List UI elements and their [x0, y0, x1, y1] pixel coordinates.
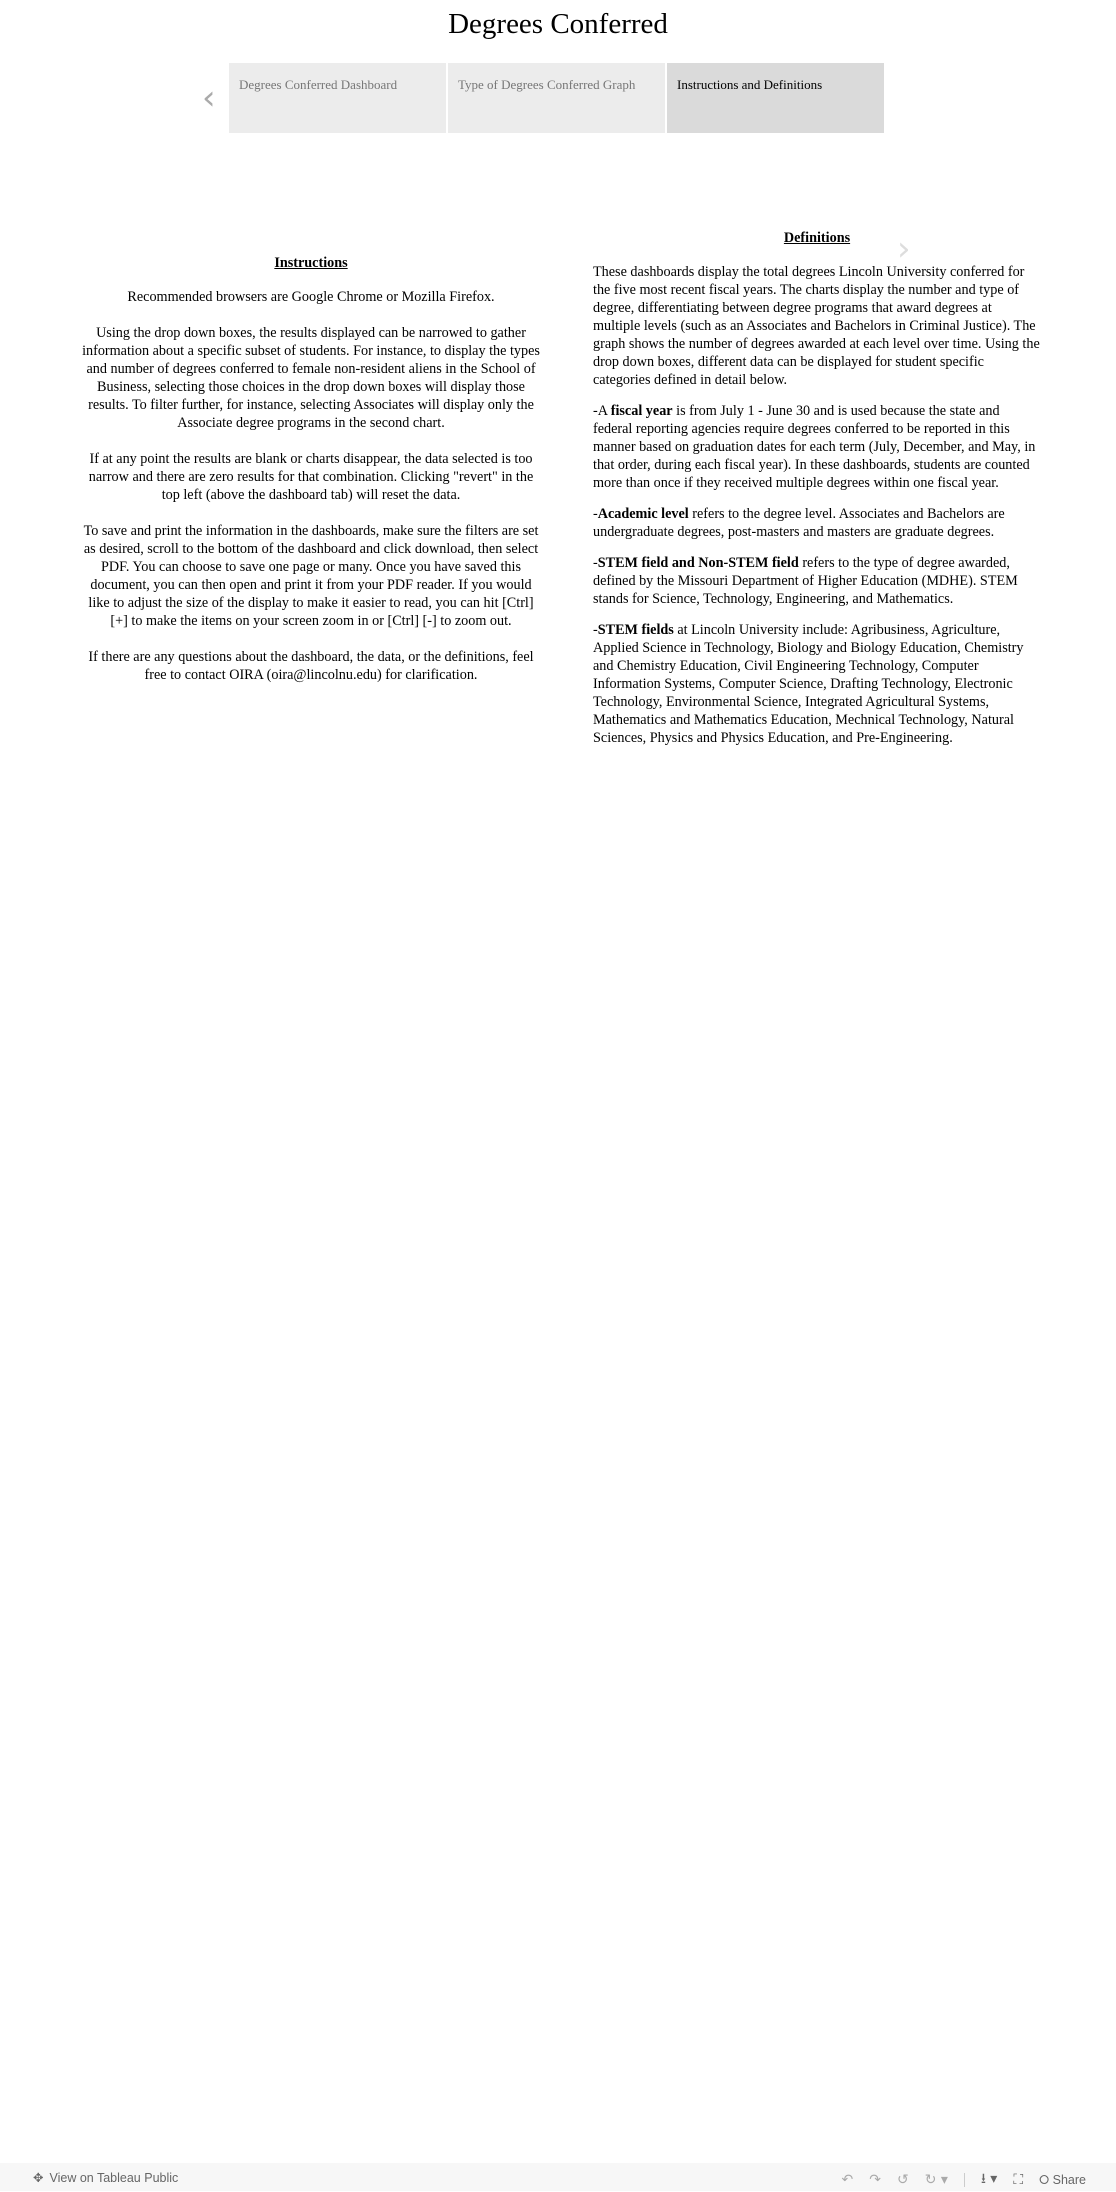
refresh-icon[interactable]: ↻ ▾	[924, 2172, 948, 2188]
prefix: -	[593, 506, 598, 522]
tab-type-of-degrees-graph[interactable]: Type of Degrees Conferred Graph	[448, 63, 665, 133]
tableau-logo-icon: ✥	[33, 2170, 44, 2185]
view-on-tableau-public-link[interactable]	[33, 2170, 178, 2185]
instructions-paragraph: If at any point the results are blank or charts disappear, the data selected is too narrow and there are zero results for that combination. Clicking "revert" in the top left (above the dashboard tab) will reset the data.	[88, 451, 534, 503]
instructions-paragraph: If there are any questions about the dashboard, the data, or the definitions, feel free to contact OIRA (oira@lincolnu.edu) for clarification.	[88, 649, 534, 683]
term: Academic level	[597, 506, 689, 522]
instructions-paragraph: To save and print the information in the dashboards, make sure the filters are set as desired, scroll to the bottom of the dashboard and click download, then select PDF. You can choose to save one page or many. Once you have saved this document, you can then open and print it from your PDF reader. If you would like to adjust the size of the display to make it easier to read, you can hit [Ctrl] [+] to make the items on your screen zoom in or [Ctrl] [-] to zoom out.	[83, 523, 539, 629]
prefix: -A	[593, 403, 611, 419]
definition-stem-fields	[593, 621, 1041, 747]
instructions-section	[78, 254, 544, 702]
definitions-heading: Definitions	[783, 230, 851, 246]
definitions-section	[593, 229, 1041, 760]
share-button[interactable]	[1039, 2173, 1086, 2188]
view-on-tableau-label: View on Tableau Public	[49, 2170, 179, 2185]
instructions-paragraph: Using the drop down boxes, the results displayed can be narrowed to gather information about a specific subset of students. For instance, to display the types and number of degrees conferred to female non-resident aliens in the School of Business, selecting those choices in the drop down boxes will display those results. To filter further, for instance, selecting Associates will display only the Associate degree programs in the second chart.	[82, 325, 540, 431]
tab-bar	[229, 63, 884, 133]
redo-icon[interactable]: ↷	[869, 2172, 881, 2188]
definition-fiscal-year	[593, 402, 1041, 492]
definition-text: refers to the degree level. Associates and Bachelors are undergraduate degrees, post-masters and masters are graduate degrees.	[593, 506, 1005, 540]
instructions-paragraph: Recommended browsers are Google Chrome or Mozilla Firefox.	[127, 289, 495, 305]
definition-academic-level	[593, 505, 1041, 541]
prefix: -	[593, 555, 598, 571]
definitions-intro: These dashboards display the total degrees Lincoln University conferred for the five most recent fiscal years. The charts display the number and type of degree, differentiating between degree programs that award degrees at multiple levels (such as an Associates and Bachelors in Criminal Justice). The graph shows the number of degrees awarded at each level over time. Using the drop down boxes, different data can be displayed for student specific categories defined in detail below.	[593, 264, 1040, 388]
chevron-right-icon[interactable]: ›	[897, 229, 911, 269]
fullscreen-icon[interactable]: ⛶	[1013, 2172, 1024, 2188]
instructions-heading: Instructions	[274, 255, 348, 271]
share-icon: ⭘	[1039, 2172, 1050, 2187]
tableau-toolbar	[0, 2163, 1116, 2191]
term: fiscal year	[610, 403, 673, 419]
tab-degrees-conferred-dashboard[interactable]: Degrees Conferred Dashboard	[229, 63, 446, 133]
definition-stem-field	[593, 554, 1041, 608]
term: STEM field and Non-STEM field	[597, 555, 799, 571]
undo-icon[interactable]: ↶	[841, 2172, 854, 2188]
tab-instructions-definitions[interactable]: Instructions and Definitions	[667, 63, 884, 133]
download-icon[interactable]: ⭳ ▾	[980, 2171, 998, 2187]
definition-text: at Lincoln University include: Agribusiness, Agriculture, Applied Science in Technology, Biology and Biology Education, Chemistry and Chemistry Education, Civil Engineering Technology, Computer Information Systems, Computer Science, Drafting Technology, Electronic Technology, Environmental Science, Integrated Agricultural Systems, Mathematics and Mathematics Education, Mechnical Technology, Natural Sciences, Physics and Physics Education, and Pre-Engineering.	[593, 622, 1024, 746]
definition-text: is from July 1 - June 30 and is used because the state and federal reporting agencies require degrees conferred to be reported in this manner based on graduation dates for each term (July, December, and May, in that order, during each fiscal year). In these dashboards, students are counted more than once if they received multiple degrees within one fiscal year.	[593, 403, 1036, 491]
definition-text: refers to the type of degree awarded, defined by the Missouri Department of Higher Education (MDHE). STEM stands for Science, Technology, Engineering, and Mathematics.	[593, 555, 1018, 607]
share-label: Share	[1052, 2172, 1086, 2187]
chevron-left-icon[interactable]: ‹	[202, 78, 216, 118]
divider	[964, 2173, 965, 2187]
prefix: -	[593, 622, 598, 638]
page-title: Degrees Conferred	[448, 8, 668, 40]
term: STEM fields	[597, 622, 674, 638]
revert-icon[interactable]: ↺	[896, 2172, 909, 2188]
